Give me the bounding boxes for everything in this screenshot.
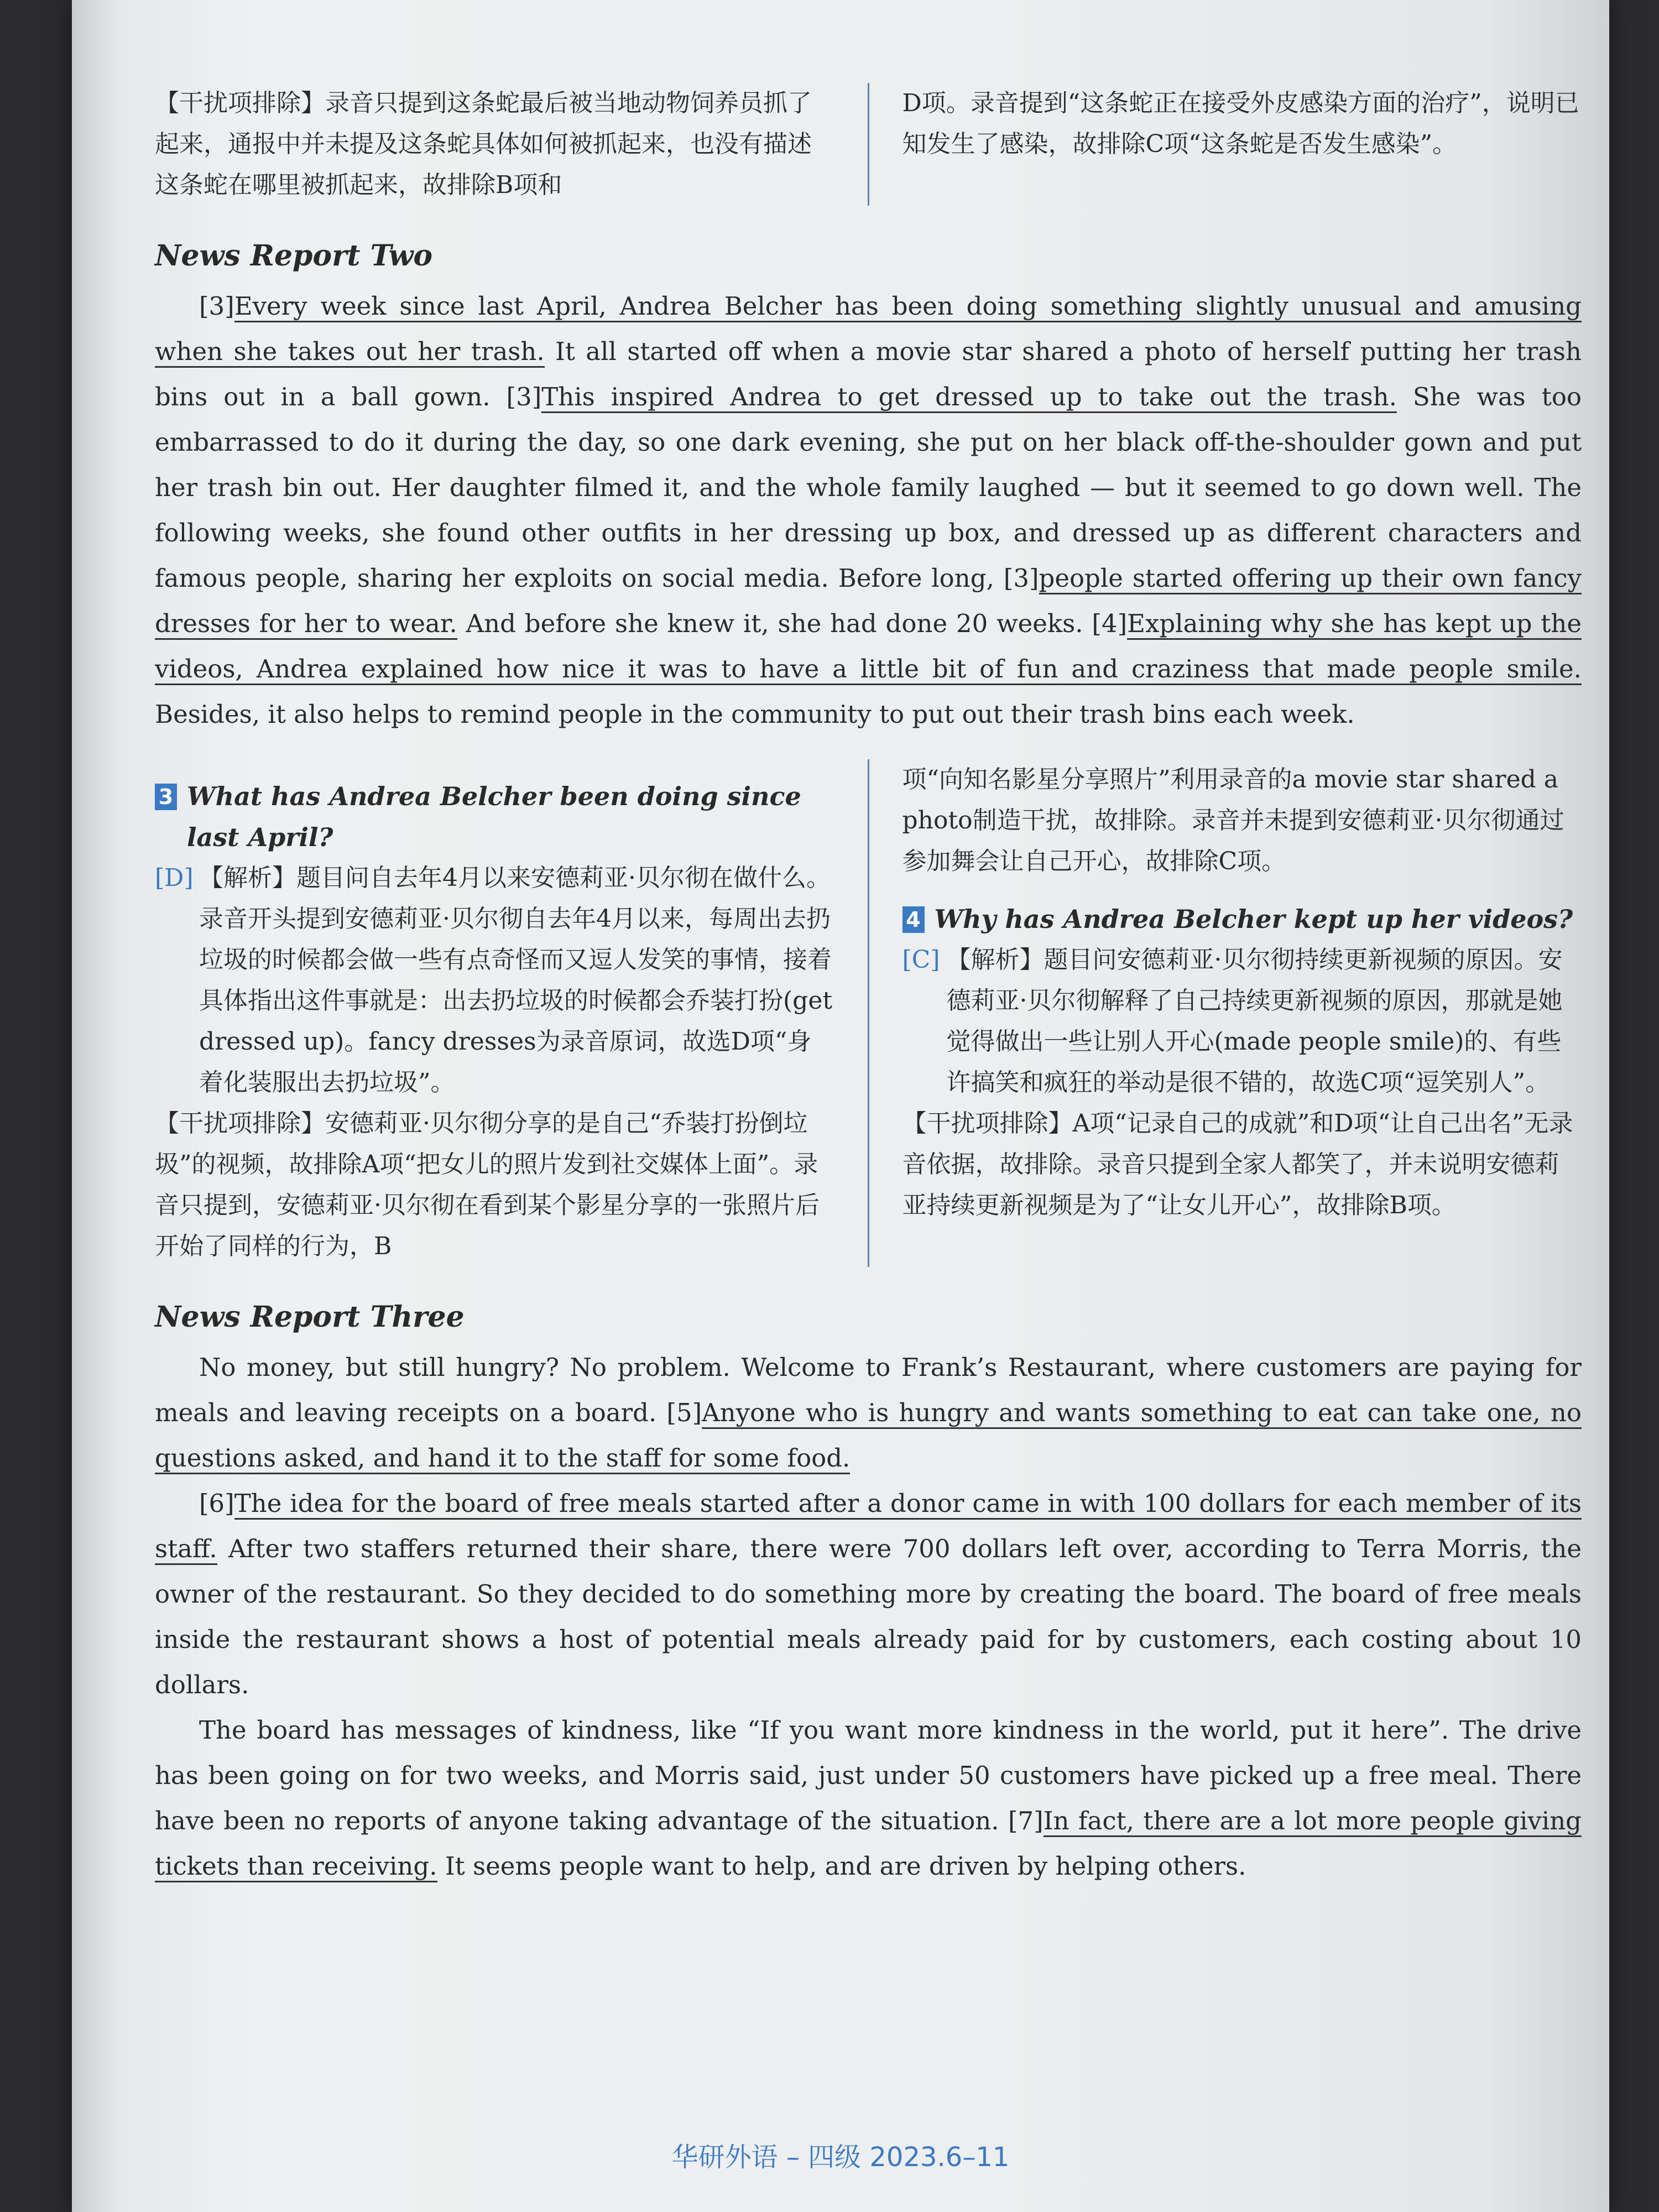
top-right-text: D项。录音提到“这条蛇正在接受外皮感染方面的治疗”，说明已知发生了感染，故排除C项“这条蛇是否发生感染”。 xyxy=(868,83,1582,206)
question-3-prompt xyxy=(155,776,834,858)
analysis-text: 【解析】题目问自去年4月以来安德莉亚·贝尔彻在做什么。录音开头提到安德莉亚·贝尔彻自去年4月以来，每周出去扔垃圾的时候都会做一些有点奇怪而又逗人发笑的事情，接着具体指出这件事就是：出去扔垃圾的时候都会乔装打扮(get dressed up)。fancy dresses为录音原词，故选D项“身着化装服出去扔垃圾”。 xyxy=(199,864,833,1097)
passage-text: It all started off when a movie star shared a photo of herself putting her trash bins out in a ball gown. [3] xyxy=(155,337,1582,411)
question-4 xyxy=(868,759,1582,1267)
question-4-prompt xyxy=(902,899,1582,940)
underlined-answer-text: In fact, there are a lot more people giving tickets than receiving. xyxy=(155,1806,1582,1882)
passage-text: And before she knew it, she had done 20 weeks. [4] xyxy=(457,609,1128,638)
report-three-paragraph-1 xyxy=(155,1345,1582,1481)
answer-letter: [D] xyxy=(155,864,194,892)
top-left-text: 【干扰项排除】录音只提到这条蛇最后被当地动物饲养员抓了起来，通报中并未提及这条蛇具体如何被抓起来，也没有描述这条蛇在哪里被抓起来，故排除B项和 xyxy=(155,89,812,199)
answer-row xyxy=(902,940,1582,1103)
underlined-answer-text: Every week since last April, Andrea Belcher has been doing something slightly unusual and amusing when she takes out her trash. xyxy=(155,291,1582,368)
question-section xyxy=(155,759,1582,1267)
passage-text: After two staffers returned their share, there were 700 dollars left over, according to Terra Morris, the owner of the restaurant. So they decided to do something more by creating the board. The board of free meals inside the restaurant shows a host of potential meals already paid for by customers, each costing about 10 dollars. xyxy=(155,1534,1582,1699)
report-three-paragraph-2 xyxy=(155,1481,1582,1708)
question-text: What has Andrea Belcher been doing since last April? xyxy=(187,781,801,852)
page-paper xyxy=(72,0,1609,2212)
question-text: Why has Andrea Belcher kept up her videos? xyxy=(934,904,1573,934)
passage-text: [3] xyxy=(199,291,234,321)
passage-text: No money, but still hungry? No problem. Welcome to Frank’s Restaurant, where customers are paying for meals and leaving receipts on a board. [5] xyxy=(155,1353,1582,1427)
passage-text: It seems people want to help, and are driven by helping others. xyxy=(437,1851,1246,1881)
analysis-text: 【解析】题目问安德莉亚·贝尔彻持续更新视频的原因。安德莉亚·贝尔彻解释了自己持续更新视频的原因，那就是她觉得做出一些让别人开心(made people smile)的、有些许搞笑和疯狂的举动是很不错的，故选C项“逗笑别人”。 xyxy=(946,946,1563,1097)
page-content xyxy=(155,83,1582,1889)
passage-text: She was too embarrassed to do it during the day, so one dark evening, she put on her black off-the-shoulder gown and put her trash bin out. Her daughter filmed it, and the whole family laughed — but it seemed to go down well. The following weeks, she found other outfits in her dressing up box, and dressed up as different characters and famous people, sharing her exploits on social media. Before long, [3] xyxy=(155,382,1582,593)
passage-text: [6] xyxy=(199,1489,234,1518)
question-number: 4 xyxy=(902,906,925,933)
answer-letter: [C] xyxy=(902,946,940,974)
underlined-answer-text: Explaining why she has kept up the videos, Andrea explained how nice it was to have a little bit of fun and craziness that made people smile. xyxy=(155,609,1582,685)
underlined-answer-text: The idea for the board of free meals started after a donor came in with 100 dollars for each member of its staff. xyxy=(155,1489,1582,1565)
passage-text: Besides, it also helps to remind people in the community to put out their trash bins each week. xyxy=(155,700,1355,729)
report-two-title: News Report Two xyxy=(155,239,433,273)
question-3-continued: 项“向知名影星分享照片”利用录音的a movie star shared a photo制造干扰，故排除。录音并未提到安德莉亚·贝尔彻通过参加舞会让自己开心，故排除C项。 xyxy=(902,765,1564,875)
question-number: 3 xyxy=(155,784,177,810)
passage-text: The board has messages of kindness, like “If you want more kindness in the world, put it here”. The drive has been going on for two weeks, and Morris said, just under 50 customers have picked up a free meal. There have been no reports of anyone taking advantage of the situation. [7] xyxy=(155,1715,1582,1835)
exclusion-text: 【干扰项排除】安德莉亚·贝尔彻分享的是自己“乔装打扮倒垃圾”的视频，故排除A项“把女儿的照片发到社交媒体上面”。录音只提到，安德莉亚·贝尔彻在看到某个影星分享的一张照片后开始了同样的行为，B xyxy=(155,1109,820,1260)
top-analysis xyxy=(155,83,1582,206)
answer-row xyxy=(155,858,834,1103)
exclusion-text: 【干扰项排除】A项“记录自己的成就”和D项“让自己出名”无录音依据，故排除。录音只提到全家人都笑了，并未说明安德莉亚持续更新视频是为了“让女儿开心”，故排除B项。 xyxy=(902,1109,1573,1219)
report-three-title: News Report Three xyxy=(155,1300,465,1334)
page-footer: 华研外语 – 四级 2023.6–11 xyxy=(671,2142,1010,2173)
report-three-paragraph-3 xyxy=(155,1708,1582,1889)
question-3 xyxy=(155,759,868,1267)
report-two-text xyxy=(155,284,1582,737)
underlined-answer-text: This inspired Andrea to get dressed up to take out the trash. xyxy=(541,382,1397,413)
underlined-answer-text: Anyone who is hungry and wants something to eat can take one, no questions asked, and hand it to the staff for some food. xyxy=(155,1398,1582,1474)
underlined-answer-text: people started offering up their own fancy dresses for her to wear. xyxy=(155,564,1582,640)
